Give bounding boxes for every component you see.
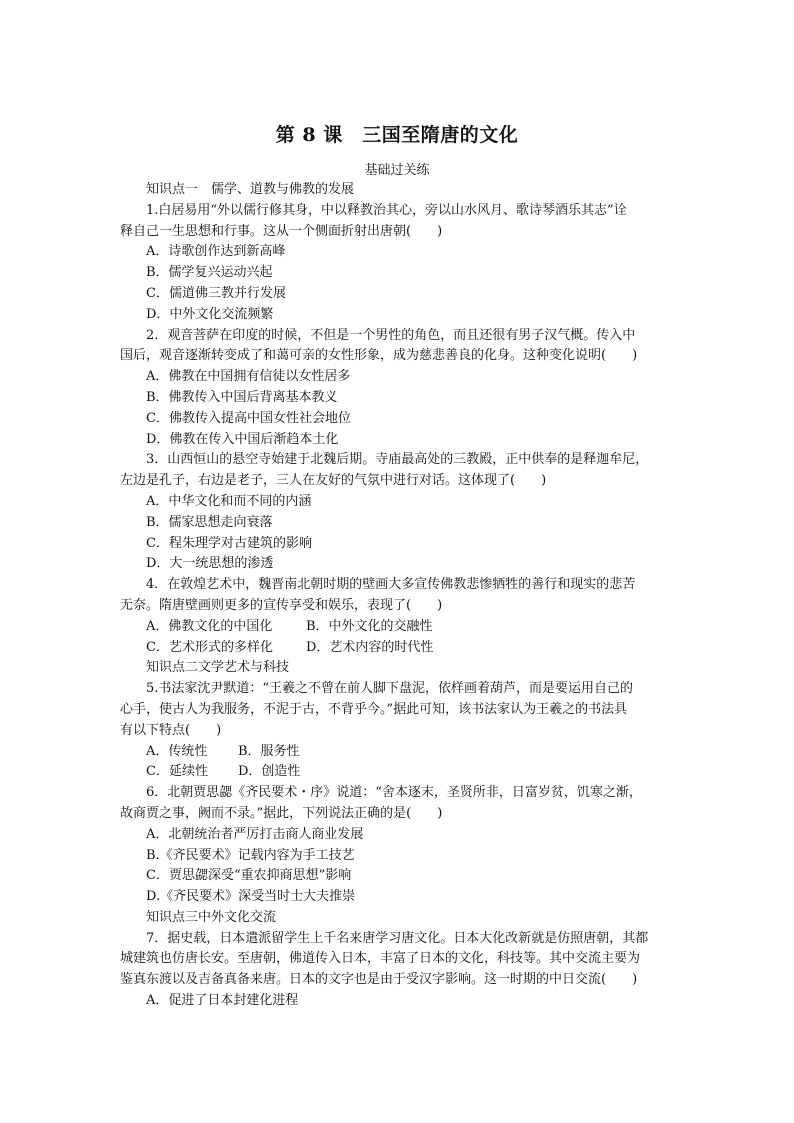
question-6 xyxy=(120,783,680,908)
section-heading: 知识点二文学艺术与科技 xyxy=(146,660,290,676)
options-row xyxy=(120,617,680,638)
option-d: D．大一统思想的渗透 xyxy=(146,556,274,572)
option-b: B．服务性 xyxy=(238,743,300,759)
option-a: A．佛教文化的中国化 xyxy=(146,618,273,634)
option-d: D．佛教在传入中国后渐趋本土化 xyxy=(146,431,339,447)
page-title: 第 8 课 三国至隋唐的文化 xyxy=(275,124,519,146)
option-a: A．佛教在中国拥有信徒以女性居多 xyxy=(146,369,351,385)
option-a: A．中华文化和而不同的内涵 xyxy=(146,493,312,509)
question-text: 故商贾之事，阙而不录。”据此，下列说法正确的是( ) xyxy=(120,805,443,821)
option-c: C．佛教传入提高中国女性社会地位 xyxy=(146,410,351,426)
option-c: C．儒道佛三教并行发展 xyxy=(146,285,286,301)
question-text: 7．据史载，日本遣派留学生上千名来唐学习唐文化。日本大化改新就是仿照唐朝，其都 xyxy=(146,930,649,946)
option-d: D．创造性 xyxy=(238,764,301,780)
option-b: B．中外文化的交融性 xyxy=(306,618,433,634)
document-body xyxy=(120,180,680,1012)
question-5 xyxy=(120,679,680,783)
option-d: D．中外文化交流频繁 xyxy=(146,306,274,322)
option-d: D.《齐民要术》深受当时士大夫推崇 xyxy=(146,889,356,905)
option-d: D．艺术内容的时代性 xyxy=(306,639,434,655)
question-3 xyxy=(120,450,680,575)
question-text: 2．观音菩萨在印度的时候，不但是一个男性的角色，而且还很有男子汉气概。传入中 xyxy=(146,327,636,343)
option-b: B.《齐民要术》记载内容为手工技艺 xyxy=(146,847,355,863)
question-2 xyxy=(120,326,680,451)
question-1 xyxy=(120,201,680,326)
option-a: A．诗歌创作达到新高峰 xyxy=(146,244,286,260)
page-subtitle: 基础过关练 xyxy=(364,163,430,178)
question-text: 5.书法家沈尹默道：“王羲之不曾在前人脚下盘泥，依样画着葫芦，而是要运用自己的 xyxy=(146,681,634,697)
option-c: C．贾思勰深受“重农抑商思想”影响 xyxy=(146,868,352,884)
question-7 xyxy=(120,929,680,1012)
section-heading: 知识点一 儒学、道教与佛教的发展 xyxy=(146,182,355,197)
question-text: 有以下特点( ) xyxy=(120,722,222,738)
option-c: C．艺术形式的多样化 xyxy=(146,639,273,655)
question-text: 心手，使古人为我服务，不泥于古，不背乎今。”据此可知，该书法家认为王羲之的书法具 xyxy=(120,701,628,717)
option-a: A．北朝统治者严厉打击商人商业发展 xyxy=(146,826,364,842)
option-c: C．程朱理学对古建筑的影响 xyxy=(146,535,312,551)
option-b: B．佛教传入中国后背离基本教义 xyxy=(146,389,338,405)
option-b: B．儒学复兴运动兴起 xyxy=(146,265,273,281)
question-text: 城建筑也仿唐长安。至唐朝，佛道传入日本，丰富了日本的文化，科技等。其中交流主要为 xyxy=(120,951,641,967)
option-b: B．儒家思想走向衰落 xyxy=(146,514,273,530)
question-text: 4．在敦煌艺术中，魏晋南北朝时期的壁画大多宣传佛教悲惨牺牲的善行和现实的悲苦 xyxy=(146,577,636,593)
option-a: A．传统性 xyxy=(146,743,208,759)
question-4 xyxy=(120,575,680,658)
options-row xyxy=(120,762,680,783)
question-text: 释自己一生思想和行事。这从一个侧面折射出唐朝( ) xyxy=(120,223,443,239)
question-text: 国后，观音逐渐转变成了和蔼可亲的女性形象，成为慈悲善良的化身。这种变化说明( ) xyxy=(120,348,638,364)
question-text: 3．山西恒山的悬空寺始建于北魏后期。寺庙最高处的三教殿，正中供奉的是释迦牟尼， xyxy=(146,452,649,468)
question-text: 1.白居易用“外以儒行修其身，中以释教治其心，旁以山水风月、歌诗琴酒乐其志”诠 xyxy=(146,202,627,218)
question-text: 6．北朝贾思勰《齐民要术・序》说道：“舍本逐末，圣贤所非，日富岁贫，饥寒之渐， xyxy=(146,785,642,801)
question-text: 左边是孔子，右边是老子，三人在友好的气氛中进行对话。这体现了( ) xyxy=(120,473,547,489)
options-row xyxy=(120,638,680,659)
options-row xyxy=(120,742,680,763)
option-c: C．延续性 xyxy=(146,764,208,780)
question-text: 无奈。隋唐壁画则更多的宣传享受和娱乐，表现了( ) xyxy=(120,597,443,613)
question-text: 鉴真东渡以及吉备真备来唐。日本的文字也是由于受汉字影响。这一时期的中日交流( ) xyxy=(120,972,638,988)
section-heading: 知识点三中外文化交流 xyxy=(146,909,277,925)
option-a: A．促进了日本封建化进程 xyxy=(146,993,299,1009)
